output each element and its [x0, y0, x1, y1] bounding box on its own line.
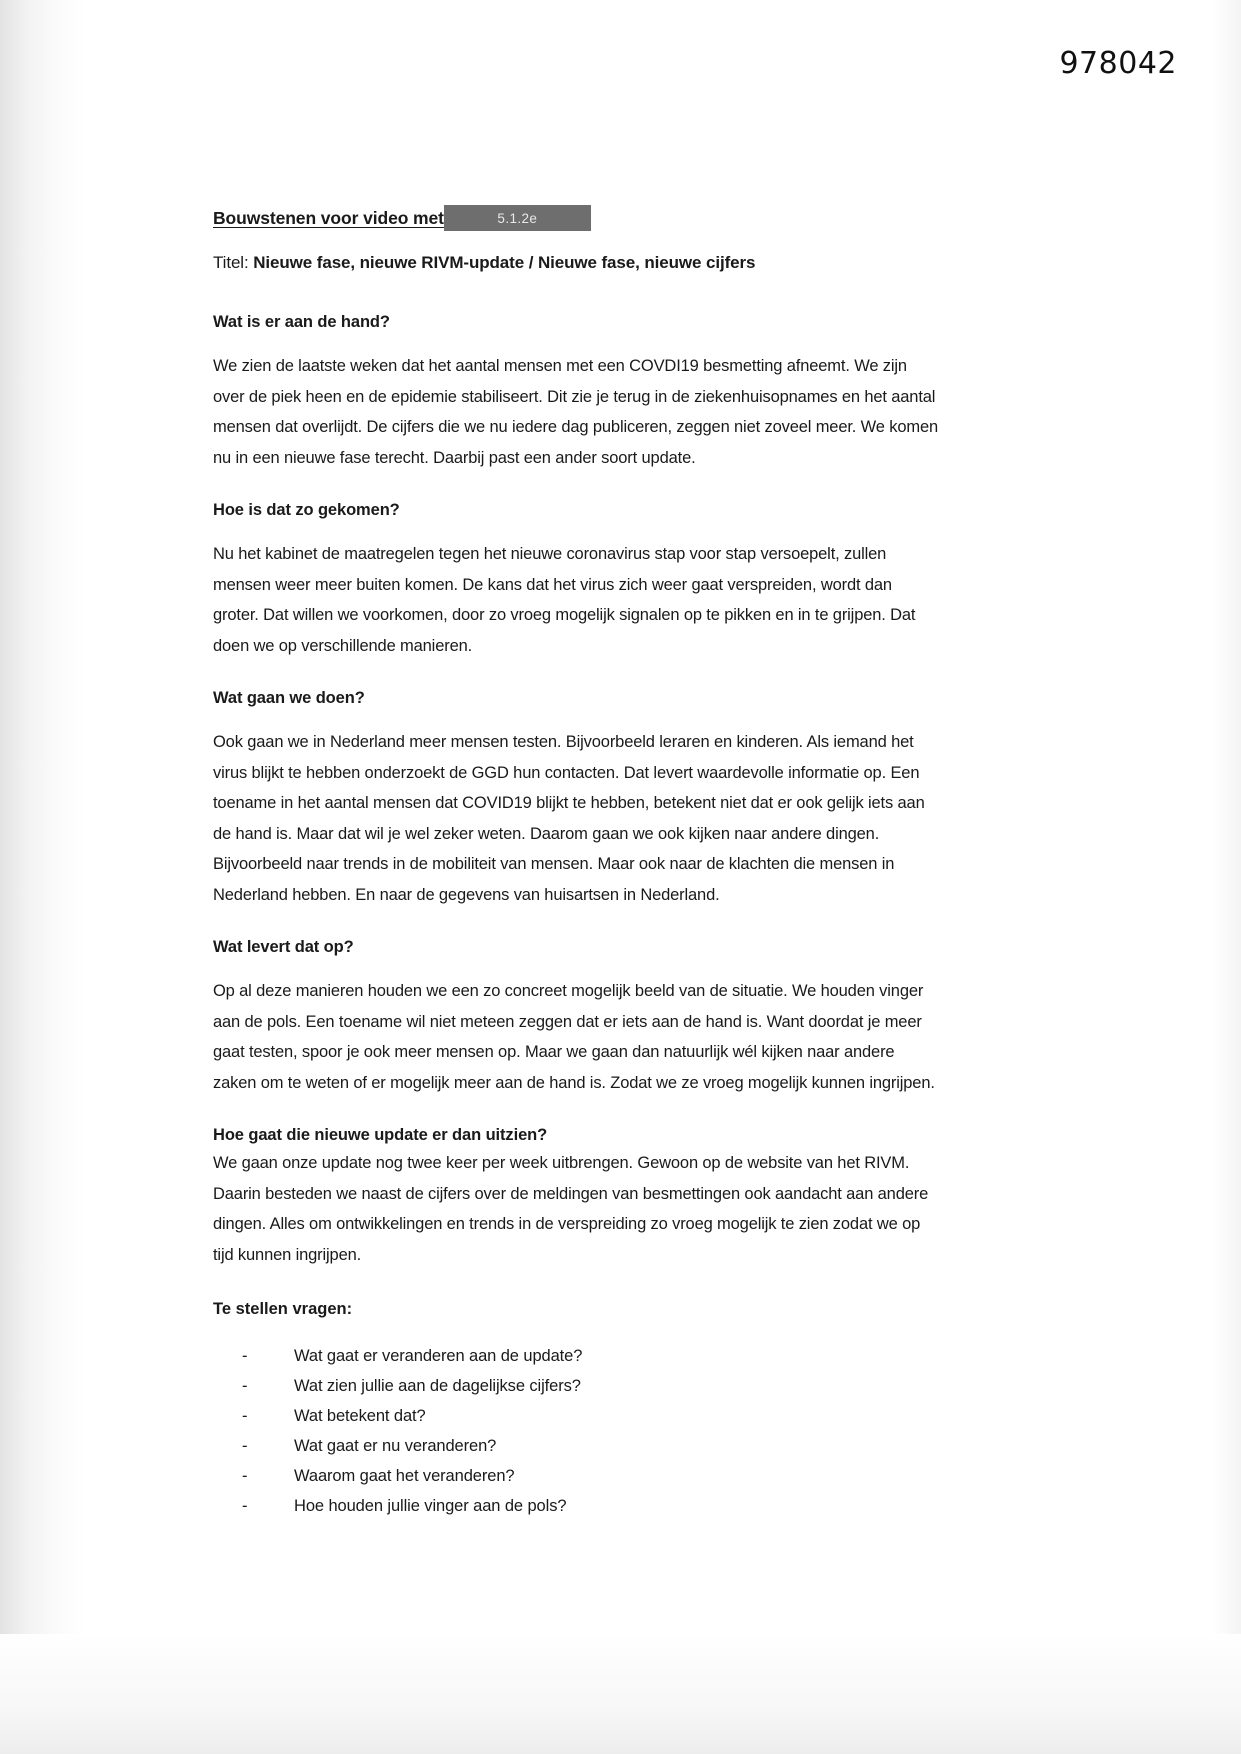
- dash-bullet-icon: -: [242, 1377, 248, 1395]
- section-body-1: We zien de laatste weken dat het aantal mensen met een COVDI19 besmetting afneemt. We zijn over de piek heen en de epidemie stabiliseert. Dit zie je terug in de ziekenhuisopnames en het aantal mensen dat overlijdt. De cijfers die we nu iedere dag publiceren, zeggen niet zoveel meer. We komen nu in een nieuwe fase terecht. Daarbij past een ander soort update.: [213, 357, 939, 467]
- question-text: Hoe houden jullie vinger aan de pols?: [294, 1497, 567, 1515]
- section-body-4: Op al deze manieren houden we een zo concreet mogelijk beeld van de situatie. We houden vinger aan de pols. Een toename wil niet meteen zeggen dat er iets aan de hand is. Want doordat je meer gaat testen, spoor je ook meer mensen op. Maar we gaan dan natuurlijk wél kijken naar andere zaken om te weten of er mogelijk meer aan de hand is. Zodat we ze vroeg mogelijk kunnen ingrijpen.: [213, 982, 935, 1092]
- document-heading: [213, 205, 939, 231]
- list-item: [242, 1401, 939, 1431]
- question-text: Wat zien jullie aan de dagelijkse cijfers?: [294, 1377, 581, 1395]
- redaction-box: 5.1.2e: [444, 205, 591, 231]
- question-text: Waarom gaat het veranderen?: [294, 1467, 515, 1485]
- question-text: Wat betekent dat?: [294, 1407, 426, 1425]
- scan-edge-shadow-left: [0, 0, 86, 1754]
- document-title-line: [213, 253, 939, 273]
- section-body-2: Nu het kabinet de maatregelen tegen het nieuwe coronavirus stap voor stap versoepelt, zullen mensen weer meer buiten komen. De kans dat het virus zich weer gaat verspreiden, wordt dan groter. Dat willen we voorkomen, door zo vroeg mogelijk signalen op te pikken en in te grijpen. Dat doen we op verschillende manieren.: [213, 545, 916, 655]
- dash-bullet-icon: -: [242, 1497, 248, 1515]
- document-body: [213, 205, 939, 1521]
- question-text: Wat gaat er nu veranderen?: [294, 1437, 497, 1455]
- page-number: 978042: [1059, 46, 1177, 81]
- title-prefix: Titel:: [213, 253, 254, 272]
- section-body-5: We gaan onze update nog twee keer per week uitbrengen. Gewoon op de website van het RIVM. Daarin besteden we naast de cijfers over de meldingen van besmettingen ook aandacht aan andere dingen. Alles om ontwikkelingen en trends in de verspreiding zo vroeg mogelijk te zien zodat we op tijd kunnen ingrijpen.: [213, 1154, 929, 1264]
- question-list: [213, 1341, 939, 1521]
- question-text: Wat gaat er veranderen aan de update?: [294, 1347, 583, 1365]
- questions-heading: Te stellen vragen:: [213, 1300, 353, 1318]
- list-item: [242, 1461, 939, 1491]
- dash-bullet-icon: -: [242, 1407, 248, 1425]
- dash-bullet-icon: -: [242, 1347, 248, 1365]
- section-heading-1: Wat is er aan de hand?: [213, 313, 390, 331]
- section-body-3: Ook gaan we in Nederland meer mensen testen. Bijvoorbeeld leraren en kinderen. Als iemand het virus blijkt te hebben onderzoekt de GGD hun contacten. Dat levert waardevolle informatie op. Een toename in het aantal mensen dat COVID19 blijkt te hebben, betekent niet dat er ook gelijk iets aan de hand is. Maar dat wil je wel zeker weten. Daarom gaan we ook kijken naar andere dingen. Bijvoorbeeld naar trends in de mobiliteit van mensen. Maar ook naar de klachten die mensen in Nederland hebben. En naar de gegevens van huisartsen in Nederland.: [213, 733, 925, 904]
- list-item: [242, 1371, 939, 1401]
- title-main: Nieuwe fase, nieuwe RIVM-update / Nieuwe fase, nieuwe cijfers: [253, 253, 756, 272]
- section-heading-5: Hoe gaat die nieuwe update er dan uitzien?: [213, 1126, 548, 1144]
- list-item: [242, 1431, 939, 1461]
- document-heading-label: Bouwstenen voor video met: [213, 207, 444, 228]
- section-heading-4: Wat levert dat op?: [213, 938, 354, 956]
- scan-edge-shadow-right: [1211, 0, 1241, 1754]
- section-heading-2: Hoe is dat zo gekomen?: [213, 501, 400, 519]
- dash-bullet-icon: -: [242, 1437, 248, 1455]
- list-item: [242, 1491, 939, 1521]
- section-heading-3: Wat gaan we doen?: [213, 689, 365, 707]
- list-item: [242, 1341, 939, 1371]
- scan-edge-shadow-bottom: [0, 1634, 1241, 1754]
- dash-bullet-icon: -: [242, 1467, 248, 1485]
